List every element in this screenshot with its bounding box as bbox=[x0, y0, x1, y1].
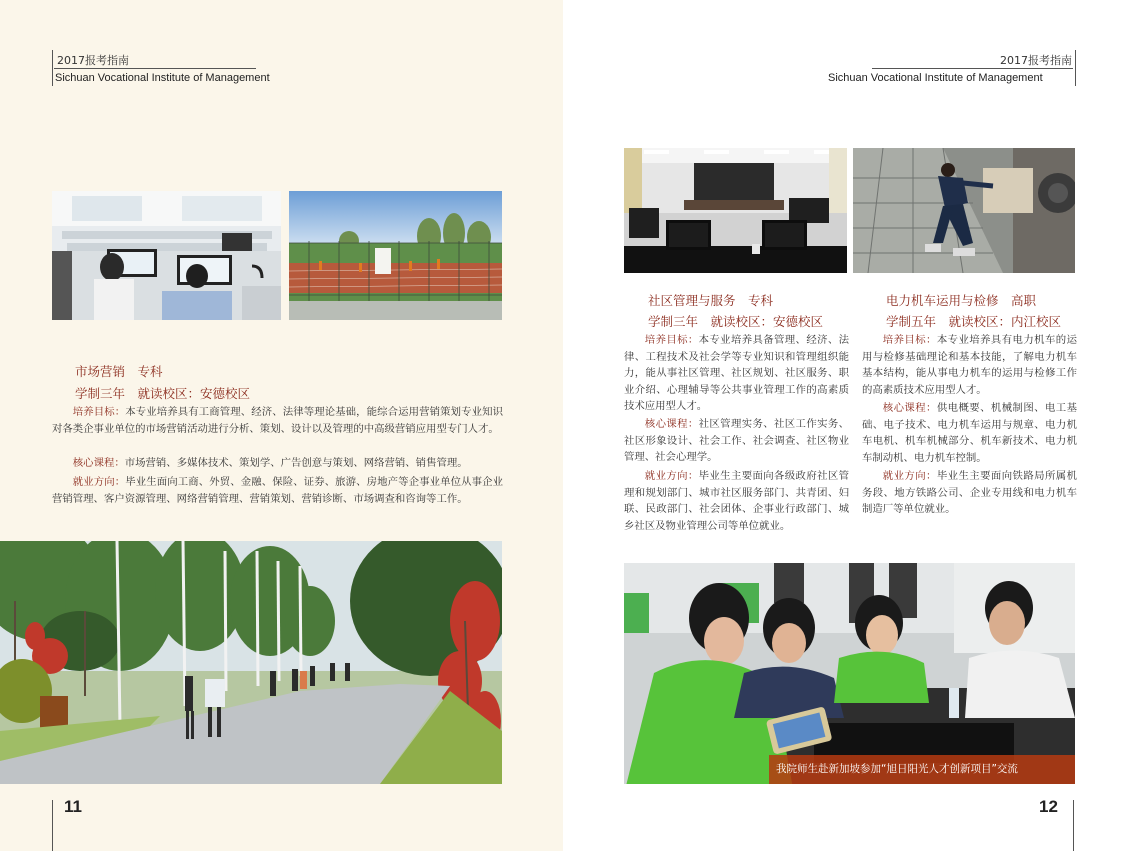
computer-lab-photo bbox=[52, 191, 281, 320]
career-text: 毕业生主要面向铁路局所属机务段、地方铁路公司、企业专用线和电力机车制造厂等单位就业。 bbox=[862, 470, 1077, 516]
major-duration-locomotive: 学制五年 就读校区：内江校区 bbox=[886, 314, 1062, 329]
page-number-right: 12 bbox=[1039, 797, 1058, 816]
core-label: 核心课程： bbox=[644, 418, 699, 430]
core-label: 核心课程： bbox=[882, 402, 937, 414]
page-number-left: 11 bbox=[64, 797, 82, 816]
header-rule-right bbox=[872, 68, 1073, 69]
career-paragraph-locomotive bbox=[862, 468, 1077, 518]
career-text: 毕业生主要面向各级政府社区管理和规划部门、城市社区服务部门、共青团、妇联、民政部门、社会团体、企事业行政部门、城乡社区及物业管理公司等单位就业。 bbox=[624, 470, 850, 532]
meeting-room-photo bbox=[624, 148, 847, 273]
goal-text: 本专业培养具备管理、经济、法律、工程技术及社会学等专业知识和管理组织能力，能从事社区管理、社区规划、社区服务、职业介绍、心理辅导等公共事业管理工作的高素质技术应用型人才。 bbox=[624, 334, 850, 413]
core-paragraph-locomotive bbox=[862, 400, 1077, 466]
goal-text: 本专业培养具有工商管理、经济、法律等理论基础，能综合运用营销策划专业知识对各类企事业单位的市场营销活动进行分析、策划、设计以及管理的中高级营销应用型专门人才。 bbox=[52, 406, 504, 435]
footer-rule-left bbox=[52, 800, 53, 851]
header-bracket-right bbox=[1075, 50, 1076, 86]
major-duration-marketing: 学制三年 就读校区：安德校区 bbox=[75, 386, 251, 401]
career-paragraph-community bbox=[624, 468, 849, 534]
header-school-name: Sichuan Vocational Institute of Management bbox=[55, 72, 270, 84]
right-page bbox=[563, 0, 1127, 851]
core-paragraph-marketing bbox=[52, 455, 503, 472]
career-label: 就业方向： bbox=[644, 470, 699, 482]
major-title-marketing: 市场营销 专科 bbox=[75, 364, 163, 379]
major-title-community: 社区管理与服务 专科 bbox=[648, 293, 774, 308]
goal-paragraph-community bbox=[624, 332, 849, 415]
career-paragraph-marketing bbox=[52, 474, 503, 507]
goal-paragraph-locomotive bbox=[862, 332, 1077, 398]
goal-paragraph-marketing bbox=[52, 404, 503, 437]
goal-label: 培养目标： bbox=[644, 334, 699, 346]
core-text: 供电概要、机械制图、电工基础、电子技术、电力机车运用与规章、电力机车电机、机车机械部分、机车新技术、电力机车制动机、电力机车控制。 bbox=[862, 402, 1077, 464]
locomotive-maintenance-photo bbox=[853, 148, 1075, 273]
career-label: 就业方向： bbox=[882, 470, 937, 482]
campus-walkway-photo bbox=[0, 541, 502, 784]
sports-field-photo bbox=[289, 191, 502, 320]
student-exchange-photo bbox=[624, 563, 1075, 784]
core-label: 核心课程： bbox=[72, 457, 125, 469]
core-text: 社区管理实务、社区工作实务、社区形象设计、社会工作、社会调查、社区物业管理、社会心理学。 bbox=[624, 418, 850, 464]
career-text: 毕业生面向工商、外贸、金融、保险、证券、旅游、房地产等企事业单位从事企业营销管理、客户资源管理、网络营销管理、营销策划、营销诊断、市场调查和咨询等工作。 bbox=[52, 476, 504, 505]
core-text: 市场营销、多媒体技术、策划学、广告创意与策划、网络营销、销售管理。 bbox=[124, 457, 468, 469]
left-page bbox=[0, 0, 563, 851]
major-title-locomotive: 电力机车运用与检修 高职 bbox=[886, 293, 1037, 308]
photo-caption: 我院师生赴新加坡参加“旭日阳光人才创新项目”交流 bbox=[776, 763, 1018, 775]
major-duration-community: 学制三年 就读校区：安德校区 bbox=[648, 314, 824, 329]
header-bracket bbox=[52, 50, 53, 86]
core-paragraph-community bbox=[624, 416, 849, 466]
header-rule bbox=[54, 68, 256, 69]
header-school-name-right: Sichuan Vocational Institute of Management bbox=[828, 72, 1043, 84]
career-label: 就业方向： bbox=[72, 476, 126, 488]
goal-label: 培养目标： bbox=[882, 334, 937, 346]
header-year-title-right: 2017报考指南 bbox=[1000, 54, 1072, 67]
header-year-title: 2017报考指南 bbox=[57, 54, 129, 67]
goal-label: 培养目标： bbox=[72, 406, 126, 418]
goal-text: 本专业培养具有电力机车的运用与检修基础理论和基本技能，了解电力机车基本结构，能从事电力机车的运用与检修工作的高素质技术应用型人才。 bbox=[862, 334, 1077, 396]
footer-rule-right bbox=[1073, 800, 1074, 851]
